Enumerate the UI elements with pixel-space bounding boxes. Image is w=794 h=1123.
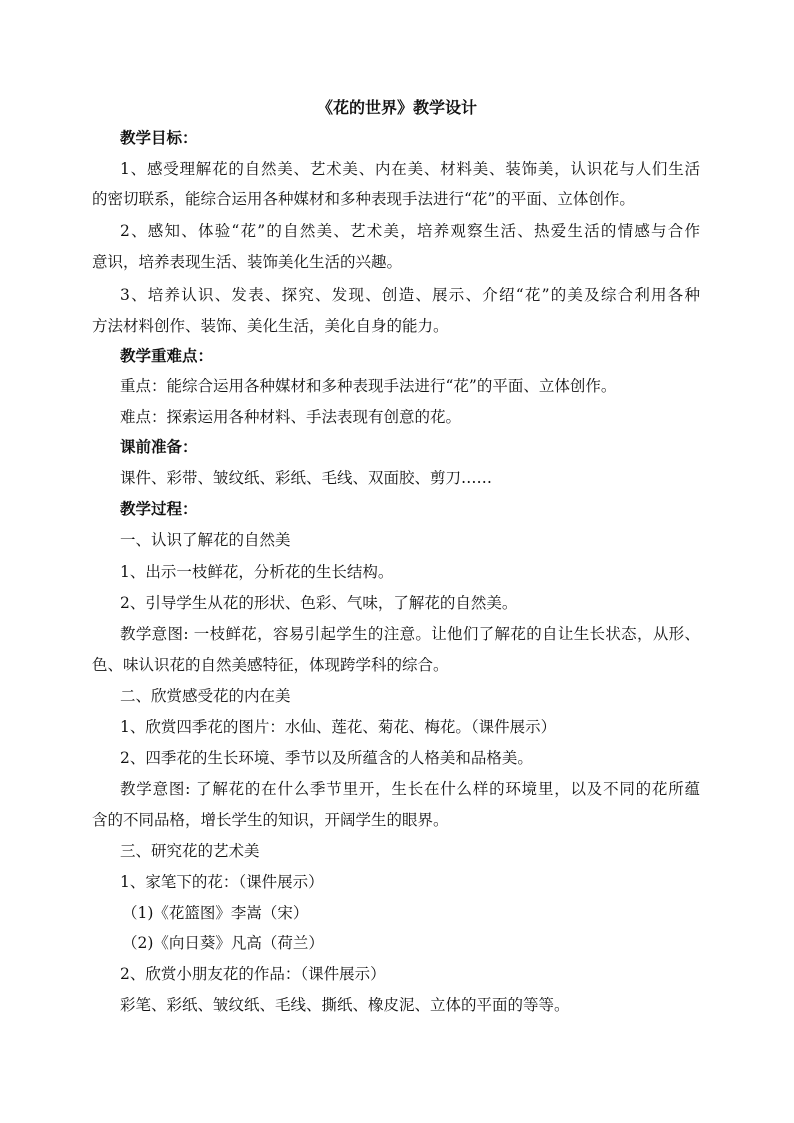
part-3-title: 三、研究花的艺术美 bbox=[120, 842, 260, 860]
part-2-title: 二、欣赏感受花的内在美 bbox=[120, 687, 291, 705]
objective-item-2-line-1: 2、感知、体验“花”的自然美、艺术美，培养观察生活、热爱生活的情感与合作 bbox=[120, 222, 700, 240]
objective-item-3-line-2: 方法材料创作、装饰、美化生活，美化自身的能力。 bbox=[92, 317, 449, 335]
part-3-painting-2: （2)《向日葵》凡高（荷兰） bbox=[122, 934, 324, 952]
objective-item-1-line-1: 1、感受理解花的自然美、艺术美、内在美、材料美、装饰美，认识花与人们生活 bbox=[120, 160, 700, 178]
preparation-heading: 课前准备： bbox=[120, 437, 198, 456]
part-2-intent-line-2: 含的不同品格，增长学生的知识，开阔学生的眼界。 bbox=[92, 811, 449, 829]
objective-item-3-line-1: 3、培养认识、发表、探究、发现、创造、展示、介绍“花”的美及综合利用各种 bbox=[120, 286, 700, 304]
objective-item-2-line-2: 意识，培养表现生活、装饰美化生活的兴趣。 bbox=[92, 253, 403, 271]
process-heading: 教学过程： bbox=[120, 499, 198, 518]
part-2-step-2: 2、四季花的生长环境、季节以及所蕴含的人格美和品格美。 bbox=[120, 749, 533, 767]
part-1-intent-line-2: 色、味认识花的自然美感特征，体现跨学科的综合。 bbox=[92, 656, 449, 674]
objective-item-1-line-2: 的密切联系，能综合运用各种媒材和多种表现手法进行“花”的平面、立体创作。 bbox=[92, 190, 635, 208]
key-point-difficulty: 难点：探索运用各种材料、手法表现有创意的花。 bbox=[120, 408, 462, 426]
part-2-step-1: 1、欣赏四季花的图片：水仙、莲花、菊花、梅花。（课件展示） bbox=[120, 718, 557, 736]
part-1-step-2: 2、引导学生从花的形状、色彩、气味，了解花的自然美。 bbox=[120, 594, 518, 612]
part-3-materials: 彩笔、彩纸、皱纹纸、毛线、撕纸、橡皮泥、立体的平面的等等。 bbox=[120, 996, 570, 1014]
part-1-intent-line-1: 教学意图: 一枝鲜花，容易引起学生的注意。让他们了解花的自让生长状态，从形、 bbox=[120, 625, 700, 643]
part-3-painting-1: （1)《花篮图》李嵩（宋） bbox=[122, 904, 309, 922]
part-3-step-1: 1、家笔下的花：（课件展示） bbox=[120, 873, 324, 891]
objectives-heading: 教学目标： bbox=[120, 128, 198, 147]
preparation-materials: 课件、彩带、皱纹纸、彩纸、毛线、双面胶、剪刀…… bbox=[120, 469, 493, 487]
part-1-title: 一、认识了解花的自然美 bbox=[120, 531, 291, 549]
part-1-step-1: 1、出示一枝鲜花，分析花的生长结构。 bbox=[120, 563, 394, 581]
part-3-step-2: 2、欣赏小朋友花的作品：（课件展示） bbox=[120, 965, 386, 983]
key-point-focus: 重点：能综合运用各种媒材和多种表现手法进行“花”的平面、立体创作。 bbox=[120, 377, 617, 395]
document-title: 《花的世界》教学设计 bbox=[316, 98, 477, 117]
part-2-intent-line-1: 教学意图: 了解花的在什么季节里开，生长在什么样的环境里，以及不同的花所蕴 bbox=[120, 780, 700, 798]
key-points-heading: 教学重难点： bbox=[120, 346, 214, 365]
